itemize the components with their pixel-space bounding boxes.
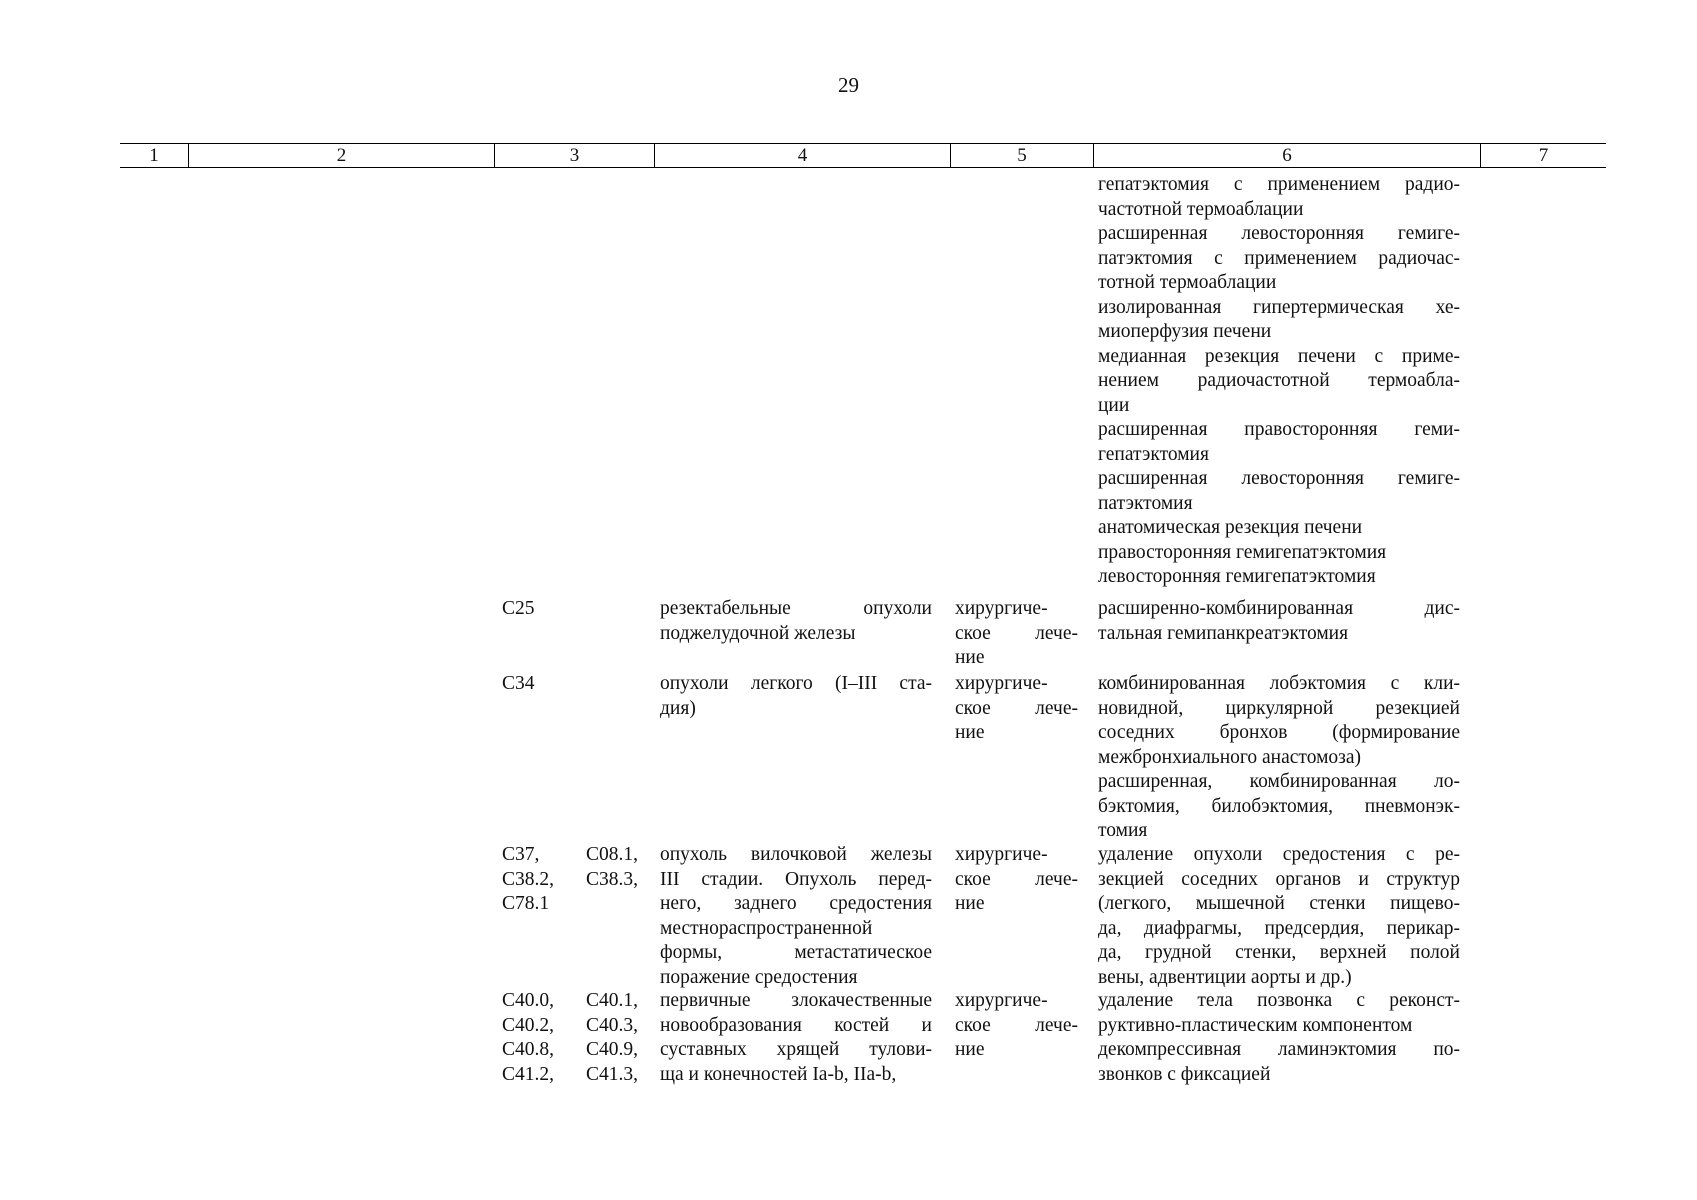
cell-text-line: ние <box>955 722 985 743</box>
cell-text-line: правосторонняя гемигепатэктомия <box>1098 541 1387 563</box>
cell-text-line: нением радиочастотной термоабла- <box>1098 370 1460 391</box>
cell-text-line: зекцией соседних органов и структур <box>1098 868 1460 890</box>
cell-text-line: формы, метастатическое <box>660 942 932 963</box>
diagnosis-cell <box>660 989 932 1087</box>
cell-text-line: ние <box>955 1039 985 1060</box>
cell-text-line: хирургиче- <box>955 990 1048 1011</box>
cell-text-line: ние <box>955 893 985 914</box>
cell-text-line: комбинированная лобэктомия с кли- <box>1098 673 1460 694</box>
cell-text-line: дия) <box>660 697 696 719</box>
treatment-method-cell <box>1098 843 1460 990</box>
cell-text-line: C78.1 <box>502 893 550 914</box>
cell-text-line: C25 <box>502 598 535 619</box>
cell-text-line: III стадии. Опухоль перед- <box>660 868 932 890</box>
cell-text-line: C40.0, C40.1, <box>502 990 638 1011</box>
cell-text-line: гепатэктомия <box>1098 443 1209 465</box>
cell-text-line: (легкого, мышечной стенки пищево- <box>1098 893 1460 914</box>
diagnosis-cell <box>660 843 932 990</box>
cell-text-line: тотной термоаблации <box>1098 272 1277 293</box>
cell-text-line: изолированная гипертермическая хе- <box>1098 296 1460 318</box>
cell-text-line: расширенная левосторонняя гемиге- <box>1098 468 1460 489</box>
cell-text-line: новидной, циркулярной резекцией <box>1098 697 1460 719</box>
cell-text-line: патэктомия <box>1098 492 1193 514</box>
column-number-1: 1 <box>149 145 159 166</box>
cell-text-line: ние <box>955 647 985 668</box>
cell-text-line: анатомическая резекция печени <box>1098 517 1363 538</box>
cell-text-line: него, заднего средостения <box>660 893 932 914</box>
cell-text-line: хирургиче- <box>955 844 1048 865</box>
cell-text-line: левосторонняя гемигепатэктомия <box>1098 566 1376 587</box>
cell-text-line: резектабельные опухоли <box>660 598 932 619</box>
cell-text-line: новообразования костей и <box>660 1014 932 1036</box>
treatment-type-cell <box>955 672 1078 746</box>
cell-text-line: удаление опухоли средостения с ре- <box>1098 844 1460 865</box>
cell-text-line: поджелудочной железы <box>660 622 856 644</box>
cell-text-line: ское лече- <box>955 622 1078 644</box>
cell-text-line: томия <box>1098 820 1148 841</box>
cell-text-line: C41.2, C41.3, <box>502 1063 638 1085</box>
cell-text-line: ское лече- <box>955 1014 1078 1036</box>
treatment-method-cell <box>1098 173 1460 590</box>
cell-text-line: хирургиче- <box>955 598 1048 619</box>
cell-text-line: первичные злокачественные <box>660 990 932 1011</box>
table-column-header <box>120 143 1606 168</box>
cell-text-line: тальная гемипанкреатэктомия <box>1098 622 1349 644</box>
column-number-7: 7 <box>1480 144 1606 167</box>
cell-text-line: расширенная левосторонняя гемиге- <box>1098 223 1460 244</box>
treatment-type-cell <box>955 989 1078 1063</box>
icd-code-cell <box>502 597 638 622</box>
cell-text-line: C40.2, C40.3, <box>502 1014 638 1036</box>
treatment-type-cell <box>955 597 1078 671</box>
column-number-3: 3 <box>494 144 654 167</box>
cell-text-line: медианная резекция печени с приме- <box>1098 345 1460 367</box>
cell-text-line: расширенная, комбинированная ло- <box>1098 771 1460 792</box>
cell-text-line: декомпрессивная ламинэктомия по- <box>1098 1039 1460 1060</box>
cell-text-line: опухоль вилочковой железы <box>660 844 932 865</box>
cell-text-line: расширенная правосторонняя геми- <box>1098 419 1460 440</box>
column-number-6: 6 <box>1093 144 1480 167</box>
cell-text-line: вены, адвентиции аорты и др.) <box>1098 966 1352 988</box>
cell-text-line: хирургиче- <box>955 673 1048 694</box>
cell-text-line: миоперфузия печени <box>1098 321 1272 342</box>
column-number-2: 2 <box>188 144 494 167</box>
cell-text-line: C37, C08.1, <box>502 844 638 865</box>
cell-text-line: патэктомия с применением радиочас- <box>1098 247 1460 269</box>
cell-text-line: ции <box>1098 394 1130 416</box>
cell-text-line: C40.8, C40.9, <box>502 1039 638 1060</box>
treatment-type-cell <box>955 843 1078 917</box>
column-number-5: 5 <box>950 144 1093 167</box>
cell-text-line: да, диафрагмы, предсердия, перикар- <box>1098 917 1460 939</box>
cell-text-line: гепатэктомия с применением радио- <box>1098 174 1460 195</box>
diagnosis-cell <box>660 597 932 646</box>
icd-code-cell <box>502 672 638 697</box>
icd-code-cell <box>502 843 638 917</box>
treatment-method-cell <box>1098 989 1460 1087</box>
icd-code-cell <box>502 989 638 1087</box>
cell-text-line: межбронхиального анастомоза) <box>1098 746 1362 768</box>
cell-text-line: да, грудной стенки, верхней полой <box>1098 942 1460 963</box>
cell-text-line: C34 <box>502 673 535 694</box>
cell-text-line: соседних бронхов (формирование <box>1098 722 1460 743</box>
cell-text-line: частотной термоаблации <box>1098 198 1304 220</box>
cell-text-line: руктивно-пластическим компонентом <box>1098 1014 1413 1036</box>
cell-text-line: опухоли легкого (I–III ста- <box>660 673 932 694</box>
cell-text-line: местнораспространенной <box>660 917 873 939</box>
cell-text-line: ское лече- <box>955 697 1078 719</box>
diagnosis-cell <box>660 672 932 721</box>
column-number-4: 4 <box>654 144 950 167</box>
cell-text-line: поражение средостения <box>660 966 858 988</box>
cell-text-line: расширенно-комбинированная дис- <box>1098 598 1460 619</box>
page-number: 29 <box>838 73 859 97</box>
treatment-method-cell <box>1098 672 1460 844</box>
cell-text-line: удаление тела позвонка с реконст- <box>1098 990 1460 1011</box>
cell-text-line: ское лече- <box>955 868 1078 890</box>
cell-text-line: суставных хрящей тулови- <box>660 1039 932 1060</box>
cell-text-line: ща и конечностей Ia-b, IIa-b, <box>660 1063 897 1085</box>
treatment-method-cell <box>1098 597 1460 646</box>
cell-text-line: бэктомия, билобэктомия, пневмонэк- <box>1098 795 1460 817</box>
cell-text-line: звонков с фиксацией <box>1098 1063 1271 1085</box>
cell-text-line: C38.2, C38.3, <box>502 868 638 890</box>
